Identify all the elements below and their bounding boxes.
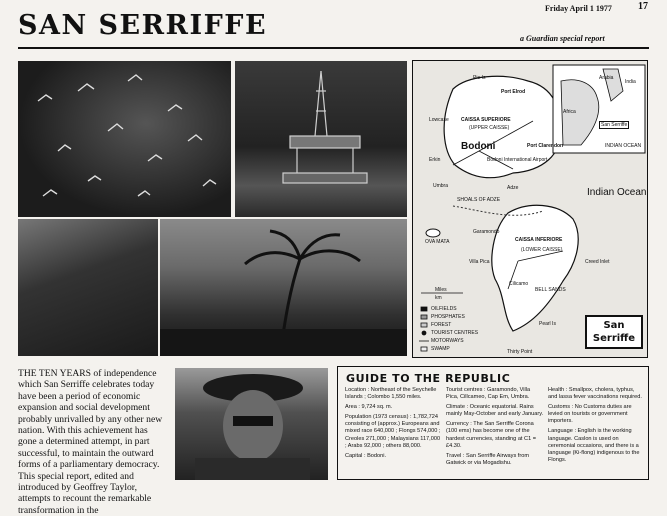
map-label-port-elrod: Port Elrod <box>501 89 526 95</box>
map-legend-tourist: TOURIST CENTRES <box>431 330 479 336</box>
map-label-airport: Bodoni International Airport <box>487 157 548 163</box>
map-title-box <box>585 315 643 349</box>
guide-population: Population (1973 census) : 1,782,724 consisting of (approx.) Europeans and mixed race 640,000 ; Flongs 574,000 ; Creoles 271,000 ; Malaysians 117,000 ; Arabs 92,000 ; others 88,000. <box>345 414 441 449</box>
map-label-shoals: SHOALS OF ADZE <box>457 197 501 203</box>
map-label-caissa-superiore: CAISSA SUPERIORE <box>461 117 511 123</box>
guide-health: Health : Smallpox, cholera, typhus, and lassa fever vaccinations required. <box>548 387 642 401</box>
guide-currency: Currency : The San Serriffe Corona (100 ems) has become one of the hardest currencies, standing at C1 = £4.30. <box>446 421 537 449</box>
guide-customs: Customs : No Customs duties are levied on tourists or government importers. <box>548 404 632 425</box>
map-label-port-clarendon: Port Clarendon <box>527 143 564 149</box>
masthead: SAN SERRIFFE <box>18 10 268 41</box>
map-legend-phosphates: PHOSPHATES <box>431 314 465 320</box>
map-scale-km: km <box>435 295 442 301</box>
map-label-umbra: Umbra <box>433 183 449 189</box>
map-legend-swamp: SWAMP <box>431 346 450 352</box>
map-title-line2: Serriffe <box>592 333 636 344</box>
map-label-india: India <box>625 79 636 85</box>
guide-area: Area : 9,724 sq. m. <box>345 404 393 411</box>
map-label-africa: Africa <box>563 109 576 115</box>
map-label-indian-ocean: Indian Ocean <box>587 187 647 198</box>
intro-paragraph: THE TEN YEARS of independence which San Serriffe celebrates today have been a period of economic expansion and social development probably unrivalled by any other new nation. With this achievement has gone a determined attempt, in part successful, to maintain the outward forms of a parliamentary democracy. This special report, edited and introduced by Geoffrey Taylor, attempts to recount the remarkable transformation in the <box>18 368 163 516</box>
map-label-erkin: Erkin <box>429 157 441 163</box>
map-label-pearl-is: Pearl Is <box>539 321 556 327</box>
map-label-garamondo: Garamondo <box>473 229 500 235</box>
guide-box <box>337 366 649 480</box>
map-label-san-serriffe-inset: San Serriffe <box>601 122 628 128</box>
map-label-indian-ocean-inset: INDIAN OCEAN <box>605 143 642 149</box>
map-label-caissa-inferiore: CAISSA INFERIORE <box>515 237 563 243</box>
map-label-bodoni: Bodoni <box>461 141 496 152</box>
photo-oil-rig <box>235 61 407 217</box>
header-rule <box>18 47 649 49</box>
map-label-lowcase: Lowcase <box>429 117 449 123</box>
map-legend-oilfields: OILFIELDS <box>431 306 457 312</box>
map-label-upper-caisse: (UPPER CAISSE) <box>469 125 510 131</box>
map-label-ova-mata: OVA MATA <box>425 239 450 245</box>
map-legend-forest: FOREST <box>431 322 452 328</box>
guide-column-2 <box>446 387 544 470</box>
guide-climate: Climate : Oceanic equatorial. Rains mainly May-October and early January. <box>446 404 544 418</box>
dateline: Friday April 1 1977 <box>545 4 612 13</box>
map-title-line1: San <box>603 320 625 331</box>
map-label-lower-caisse: (LOWER CAISSE) <box>521 247 563 253</box>
map-label-thirty-point: Thirty Point <box>507 349 533 355</box>
page-number: 17 <box>638 1 648 12</box>
map-label-adze: Adze <box>507 185 519 191</box>
map-label-arabia: Arabia <box>599 75 614 81</box>
guide-location: Location : Northeast of the Seychelle Islands ; Colombo 1,550 miles. <box>345 387 437 401</box>
photo-people <box>18 219 158 356</box>
map-scale-miles: Miles <box>435 287 447 293</box>
map-label-creed-inlet: Creed Inlet <box>585 259 610 265</box>
guide-title: GUIDE TO THE REPUBLIC <box>346 372 511 385</box>
map-label-pie-is: Pie Is <box>473 75 486 81</box>
guide-tourist-centres: Tourist centres : Garamondo, Villa Pica, Cillcameo, Cap Em, Umbra. <box>446 387 531 401</box>
guide-column-1 <box>345 387 443 463</box>
guide-capital: Capital : Bodoni. <box>345 452 387 459</box>
photo-general <box>175 368 328 480</box>
guide-column-3 <box>548 387 644 467</box>
guide-travel: Travel : San Serriffe Airways from Gatwick or via Mogadishu. <box>446 452 529 466</box>
map-legend-motorways: MOTORWAYS <box>431 338 464 344</box>
map-label-cilicamo: Cilicamo <box>509 281 529 287</box>
photo-birds <box>18 61 231 217</box>
guide-language: Language : English is the working language. Caslon is used on ceremonial occasions, and there is a language (Ki-flong) indigenous to the Flongs. <box>548 428 640 463</box>
map-label-bell-sands: BELL SANDS <box>535 287 566 293</box>
photo-palm-beach <box>160 219 407 356</box>
map-label-villa-pica: Villa Pica <box>469 259 490 265</box>
supplement-tag: a Guardian special report <box>520 34 605 43</box>
map-san-serriffe <box>412 60 648 358</box>
